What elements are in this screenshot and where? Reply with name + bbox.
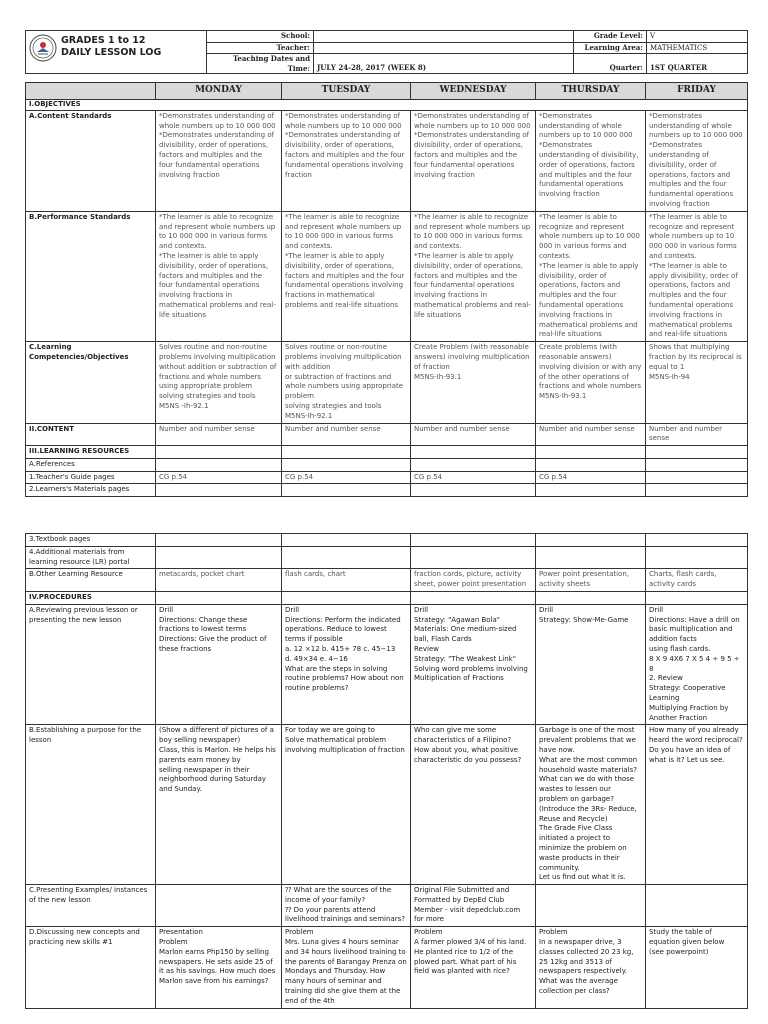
cell-performance-standards-mon: *The learner is able to recognize and represent whole numbers up to 10 000 000 in various forms and contexts. *The learner is able to apply divisibility, order of operations, factors and multiples and the four fundamental operations involving fractions in mathematical problems and real-life situations (156, 211, 282, 341)
teacher-label: Teacher: (207, 43, 314, 54)
row-label-discussing: D.Discussing new concepts and practicing new skills #1 (26, 927, 156, 1008)
cell-presenting-tue: ⁇ What are the sources of the income of your family? ⁇ Do your parents attend livelihood trainings and seminars? (282, 885, 411, 927)
cell-content-fri: Number and number sense (646, 423, 748, 446)
day-header-thursday: THURSDAY (536, 83, 646, 100)
cell-other-resource-wed: fraction cards, picture, activity sheet, power point presentation (411, 569, 536, 592)
doc-title-line2: DAILY LESSON LOG (61, 47, 162, 58)
teaching-dates-label (207, 54, 314, 74)
cell-other-resource-fri: Charts, flash cards, activity cards (646, 569, 748, 592)
cell-discussing-mon: Presentation Problem Marlon earns Php150 by selling newspapers. He sets aside 25 of it as his savings. How much does Marlon save from his earnings? (156, 927, 282, 1008)
cell-content-wed: Number and number sense (411, 423, 536, 446)
row-label-additional-materials: 4.Additional materials from learning resource (LR) portal (26, 546, 156, 569)
cell-performance-standards-tue: *The learner is able to recognize and represent whole numbers up to 10 000 000 in various forms and contexts. *The learner is able to apply divisibility, order of operations, factors and multiples and the four fundamental operations involving fractions in mathematical problems and real-life situations (282, 211, 411, 341)
row-label-content: II.CONTENT (26, 423, 156, 446)
cell-performance-standards-wed: *The learner is able to recognize and represent whole numbers up to 10 000 000 in various forms and contexts. *The learner is able to apply divisibility, order of operations, factors and multiples and the four fundamental operations involving fractions in mathematical problems and real-life situations (411, 211, 536, 341)
cell-establishing-thu: Garbage is one of the most prevalent problems that we have now. What are the most common household waste materials? What can we do with those wastes to lessen our problem on garbage? (Introduce the 3Rs- Reduce, Reuse and Recycle) The Grade Five Class initiated a project to minimize the problem on waste products in their community. Let us find out what it is. (536, 725, 646, 885)
quarter-value: 1ST QUARTER (647, 54, 748, 74)
cell-content-standards-thu: *Demonstrates understanding of whole numbers up to 10 000 000 *Demonstrates understanding of divisibility, order of operations, factors and multiples and the four fundamental operations involving fraction (536, 110, 646, 211)
cell-tg-pages-tue: CG p.54 (282, 471, 411, 484)
row-label-competencies: C.Learning Competencies/Objectives (26, 342, 156, 423)
cell-competencies-fri: Shows that multiplying fraction by its reciprocal is equal to 1 M5NS-Ih-94 (646, 342, 748, 423)
quarter-label: Quarter: (574, 54, 647, 74)
cell-competencies-wed: Create Problem (with reasonable answers) involving multiplication of fraction M5NS-Ih-93.1 (411, 342, 536, 423)
cell-discussing-tue: Problem Mrs. Luna gives 4 hours seminar and 34 hours livelihood training to the parents of Barangay Prenza on Mondays and Thursday. How many hours of seminar and training did she give them at the end of the 4th (282, 927, 411, 1008)
grade-level-value: V (647, 31, 748, 43)
corner-header (26, 83, 156, 100)
section-objectives: I.OBJECTIVES (26, 100, 748, 111)
cell-content-tue: Number and number sense (282, 423, 411, 446)
cell-content-standards-fri: *Demonstrates understanding of whole numbers up to 10 000 000 *Demonstrates understanding of divisibility, order of operations, factors and multiples and the four fundamental operations involving fraction (646, 110, 748, 211)
cell-other-resource-tue: flash cards, chart (282, 569, 411, 592)
cell-reviewing-wed: Drill Strategy: "Agawan Bola" Materials: One medium-sized ball, Flash Cards Review Strategy: "The Weakest Link" Solving word problems involving Multiplication of Fractions (411, 604, 536, 725)
cell-discussing-wed: Problem A farmer plowed 3/4 of his land. He planted rice to 1/2 of the plowed part. What part of his field was planted with rice? (411, 927, 536, 1008)
cell-tg-pages-wed: CG p.54 (411, 471, 536, 484)
cell-content-mon: Number and number sense (156, 423, 282, 446)
row-label-content-standards: A.Content Standards (26, 110, 156, 211)
row-label-presenting: C.Presenting Examples/ instances of the new lesson (26, 885, 156, 927)
cell-presenting-mon (156, 885, 282, 927)
cell-competencies-tue: Solves routine or non-routine problems involving multiplication with addition or subtraction of fractions and whole numbers using appropriate problem solving strategies and tools M5NS-Ih-92.1 (282, 342, 411, 423)
cell-reviewing-fri: Drill Directions: Have a drill on basic multiplication and addition facts using flash cards. 8 X 9 4X6 7 X 5 4 ÷ 9 5 ÷ 8 2. Review Strategy: Cooperative Learning Multiplying Fraction by Another Fraction (646, 604, 748, 725)
cell-tg-pages-thu: CG p.54 (536, 471, 646, 484)
cell-content-standards-mon: *Demonstrates understanding of whole numbers up to 10 000 000 *Demonstrates understanding of divisibility, order of operations, factors and multiples and the four fundamental operations involving fraction (156, 110, 282, 211)
lesson-table-part1 (25, 82, 747, 497)
cell-content-standards-wed: *Demonstrates understanding of whole numbers up to 10 000 000 *Demonstrates understanding of divisibility, order of operations, factors and multiples and the four fundamental operations involving fraction (411, 110, 536, 211)
cell-establishing-fri: How many of you already heard the word reciprocal? Do you have an idea of what is it? Let us see. (646, 725, 748, 885)
row-label-establishing: B.Establishing a purpose for the lesson (26, 725, 156, 885)
cell-tg-pages-mon: CG p.54 (156, 471, 282, 484)
cell-establishing-wed: Who can give me some characteristics of a Filipino? How about you, what positive characteristic do you possess? (411, 725, 536, 885)
doc-title-line1: GRADES 1 to 12 (61, 35, 146, 46)
cell-other-resource-mon: metacards, pocket chart (156, 569, 282, 592)
grade-level-label: Grade Level: (574, 31, 647, 43)
cell-other-resource-thu: Power point presentation, activity sheets (536, 569, 646, 592)
cell-reviewing-mon: Drill Directions: Change these fractions to lowest terms Directions: Give the product of these fractions (156, 604, 282, 725)
cell-tg-pages-fri (646, 471, 748, 484)
cell-competencies-thu: Create problems (with reasonable answers) involving division or with any of the other operations of fractions and whole numbers M5NS-Ih-93.1 (536, 342, 646, 423)
section-procedures: IV.PROCEDURES (26, 591, 156, 604)
cell-reviewing-thu: Drill Strategy: Show-Me-Game (536, 604, 646, 725)
row-label-textbook-pages: 3.Textbook pages (26, 534, 156, 547)
school-label: School: (207, 31, 314, 43)
row-label-tg-pages: 1.Teacher's Guide pages (26, 471, 156, 484)
cell-performance-standards-thu: *The learner is able to recognize and represent whole numbers up to 10 000 000 in various forms and contexts. *The learner is able to apply divisibility, order of operations, factors and multiples and the four fundamental operations involving fractions in mathematical problems and real-life situations (536, 211, 646, 341)
cell-reviewing-tue: Drill Directions: Perform the indicated operations. Reduce to lowest terms if possible a. 12 ×12 b. 415+ 78 c. 45−13 d. 49×34 e. 4−16 What are the steps in solving routine problems? How about non routine problems? (282, 604, 411, 725)
lesson-log-header (25, 30, 747, 75)
day-header-tuesday: TUESDAY (282, 83, 411, 100)
row-label-other-resource: B.Other Learning Resource (26, 569, 156, 592)
teaching-dates-value: JULY 24-28, 2017 (WEEK 8) (314, 54, 574, 74)
school-value (314, 31, 574, 43)
cell-discussing-fri: Study the table of equation given below (see powerpoint) (646, 927, 748, 1008)
cell-content-thu: Number and number sense (536, 423, 646, 446)
cell-performance-standards-fri: *The learner is able to recognize and represent whole numbers up to 10 000 000 in various forms and contexts. *The learner is able to apply divisibility, order of operations, factors and multiples and the four fundamental operations involving fractions in mathematical problems and real-life situations (646, 211, 748, 341)
row-label-reviewing: A.Reviewing previous lesson or presenting the new lesson (26, 604, 156, 725)
learning-area-value: MATHEMATICS (647, 43, 748, 54)
cell-establishing-mon: (Show a different of pictures of a boy selling newspaper) Class, this is Marlon. He helps his parents earn money by selling newspaper in their neighborhood during Saturday and Sunday. (156, 725, 282, 885)
deped-seal-icon (29, 34, 57, 62)
day-header-friday: FRIDAY (646, 83, 748, 100)
cell-presenting-fri (646, 885, 748, 927)
row-label-references: A.References (26, 458, 156, 471)
row-label-performance-standards: B.Performance Standards (26, 211, 156, 341)
lesson-table-part2 (25, 533, 747, 1009)
cell-discussing-thu: Problem In a newspaper drive, 3 classes collected 20 23 kg, 25 12kg and 3513 of newspapers respectively. What was the average collection per class? (536, 927, 646, 1008)
teaching-dates-label-line2: Time: (287, 63, 310, 73)
row-label-lm-pages: 2.Learners's Materials pages (26, 484, 156, 497)
cell-presenting-wed: Original File Submitted and Formatted by DepEd Club Member - visit depedclub.com for more (411, 885, 536, 927)
teacher-value (314, 43, 574, 54)
cell-establishing-tue: For today we are going to Solve mathematical problem involving multiplication of fraction (282, 725, 411, 885)
cell-presenting-thu (536, 885, 646, 927)
section-learning-resources: III.LEARNING RESOURCES (26, 446, 156, 459)
teaching-dates-label-line1: Teaching Dates and (232, 54, 310, 63)
cell-content-standards-tue: *Demonstrates understanding of whole numbers up to 10 000 000 *Demonstrates understanding of divisibility, order of operations, factors and multiples and the four fundamental operations involving fraction (282, 110, 411, 211)
header-title-cell (26, 31, 207, 74)
learning-area-label: Learning Area: (574, 43, 647, 54)
day-header-monday: MONDAY (156, 83, 282, 100)
day-header-wednesday: WEDNESDAY (411, 83, 536, 100)
cell-competencies-mon: Solves routine and non-routine problems involving multiplication without addition or subtraction of fractions and whole numbers using appropriate problem solving strategies and tools M5NS -Ih-92.1 (156, 342, 282, 423)
